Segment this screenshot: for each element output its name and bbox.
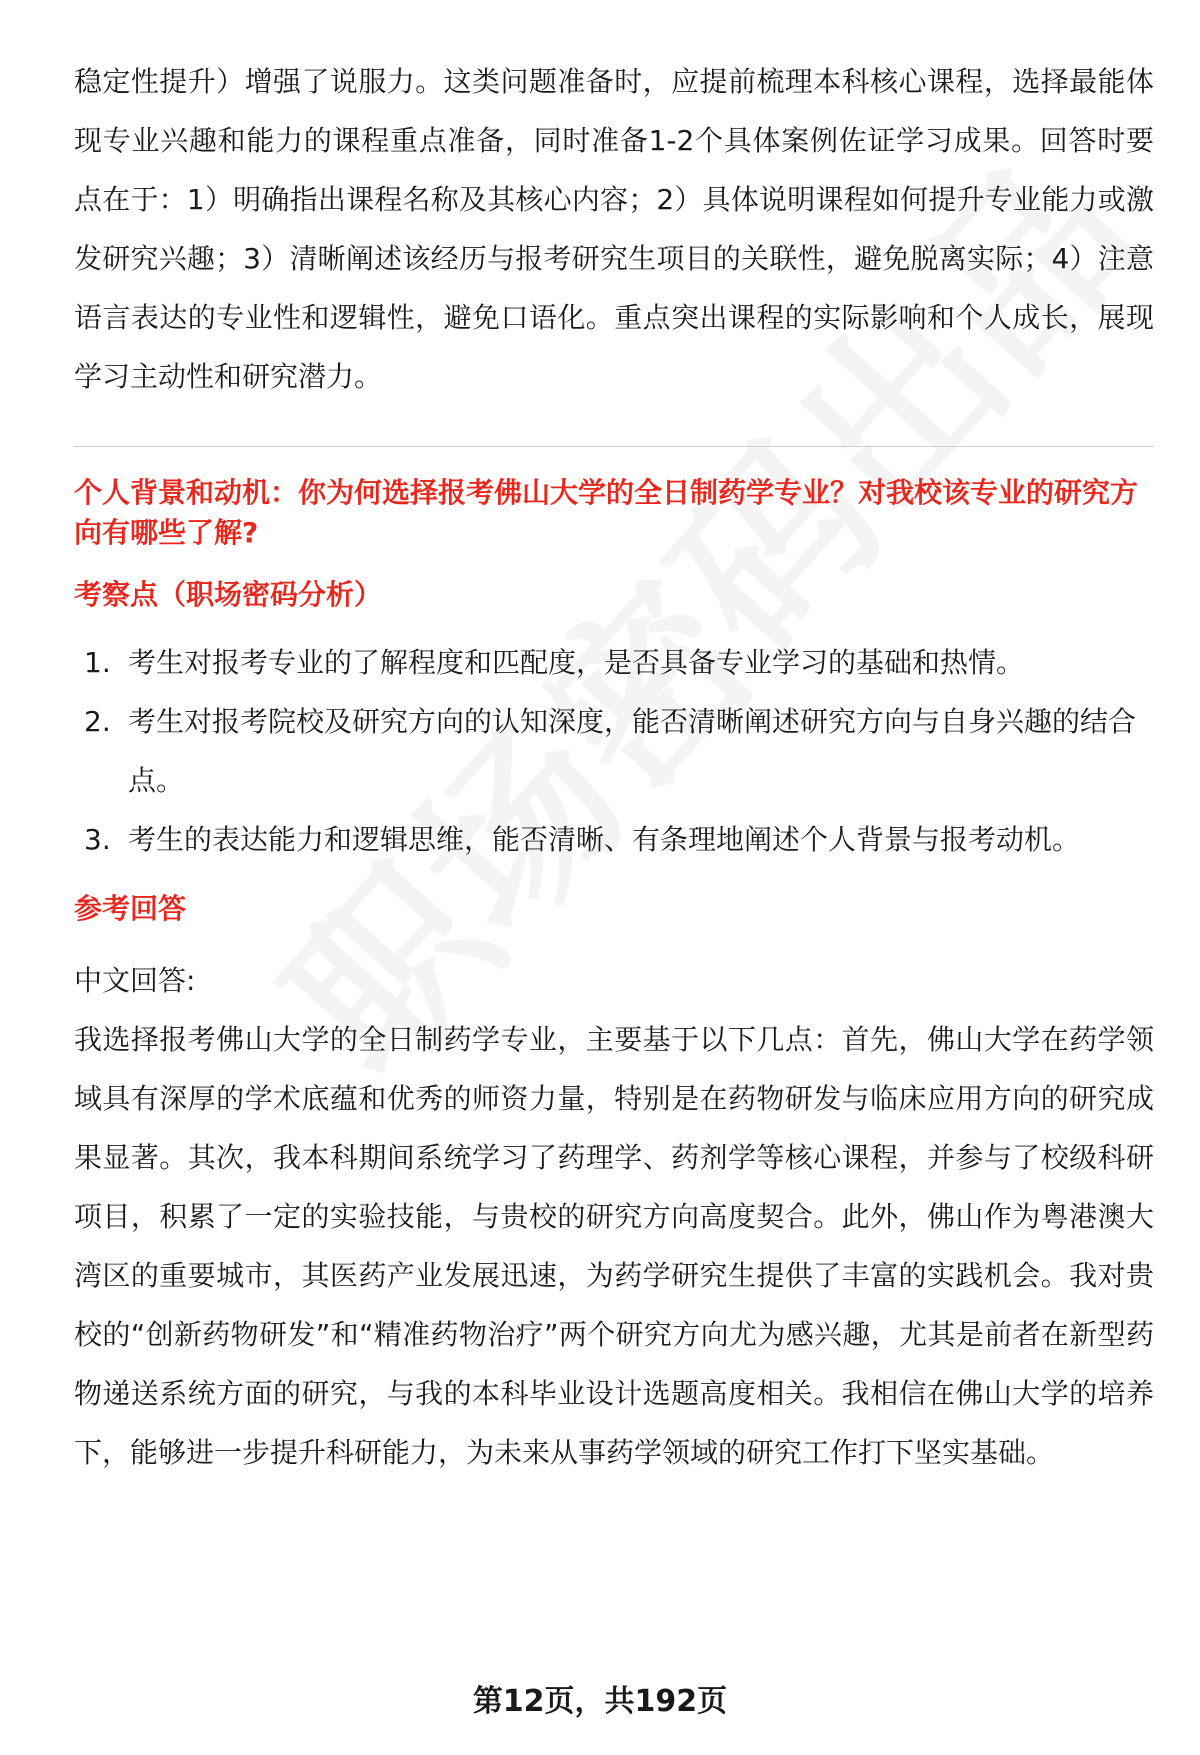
question-title: 个人背景和动机：你为何选择报考佛山大学的全日制药学专业？对我校该专业的研究方向有哪些了解? — [74, 476, 1139, 549]
answer-paragraph: 我选择报考佛山大学的全日制药学专业，主要基于以下几点：首先，佛山大学在药学领域具有深厚的学术底蕴和优秀的师资力量，特别是在药物研发与临床应用方向的研究成果显著。其次，我本科期间系统学习了药理学、药剂学等核心课程，并参与了校级科研项目，积累了一定的实验技能，与贵校的研究方向高度契合。此外，佛山作为粤港澳大湾区的重要城市，其医药产业发展迅速，为药学研究生提供了丰富的实践机会。我对贵校的“创新药物研发”和“精准药物治疗”两个研究方向尤为感兴趣，尤其是前者在新型药物递送系统方面的研究，与我的本科毕业设计选题高度相关。我相信在佛山大学的培养下，能够进一步提升科研能力，为未来从事药学领域的研究工作打下坚实基础。 — [74, 1023, 1154, 1469]
section-divider — [74, 446, 1154, 447]
list-item — [74, 810, 1154, 869]
list-item — [74, 692, 1154, 810]
list-item-text: 考生对报考专业的了解程度和匹配度，是否具备专业学习的基础和热情。 — [128, 646, 1025, 679]
list-item-number: 1. — [84, 646, 111, 679]
exam-points-list — [74, 633, 1154, 869]
page-number-footer: 第12页，共192页 — [472, 1684, 728, 1719]
page-content — [74, 52, 1154, 1482]
list-item — [74, 633, 1154, 692]
list-item-text: 考生对报考院校及研究方向的认知深度，能否清晰阐述研究方向与自身兴趣的结合点。 — [128, 705, 1137, 797]
reference-heading: 参考回答 — [74, 892, 187, 925]
answer-label: 中文回答: — [74, 964, 196, 997]
list-item-text: 考生的表达能力和逻辑思维，能否清晰、有条理地阐述个人背景与报考动机。 — [128, 823, 1081, 856]
intro-paragraph: 稳定性提升）增强了说服力。这类问题准备时，应提前梳理本科核心课程，选择最能体现专业兴趣和能力的课程重点准备，同时准备1-2个具体案例佐证学习成果。回答时要点在于：1）明确指出课程名称及其核心内容；2）具体说明课程如何提升专业能力或激发研究兴趣；3）清晰阐述该经历与报考研究生项目的关联性，避免脱离实际；4）注意语言表达的专业性和逻辑性，避免口语化。重点突出课程的实际影响和个人成长，展现学习主动性和研究潜力。 — [74, 65, 1154, 393]
list-item-number: 2. — [84, 705, 111, 738]
list-item-number: 3. — [84, 823, 111, 856]
exam-points-heading: 考察点（职场密码分析） — [74, 578, 383, 611]
